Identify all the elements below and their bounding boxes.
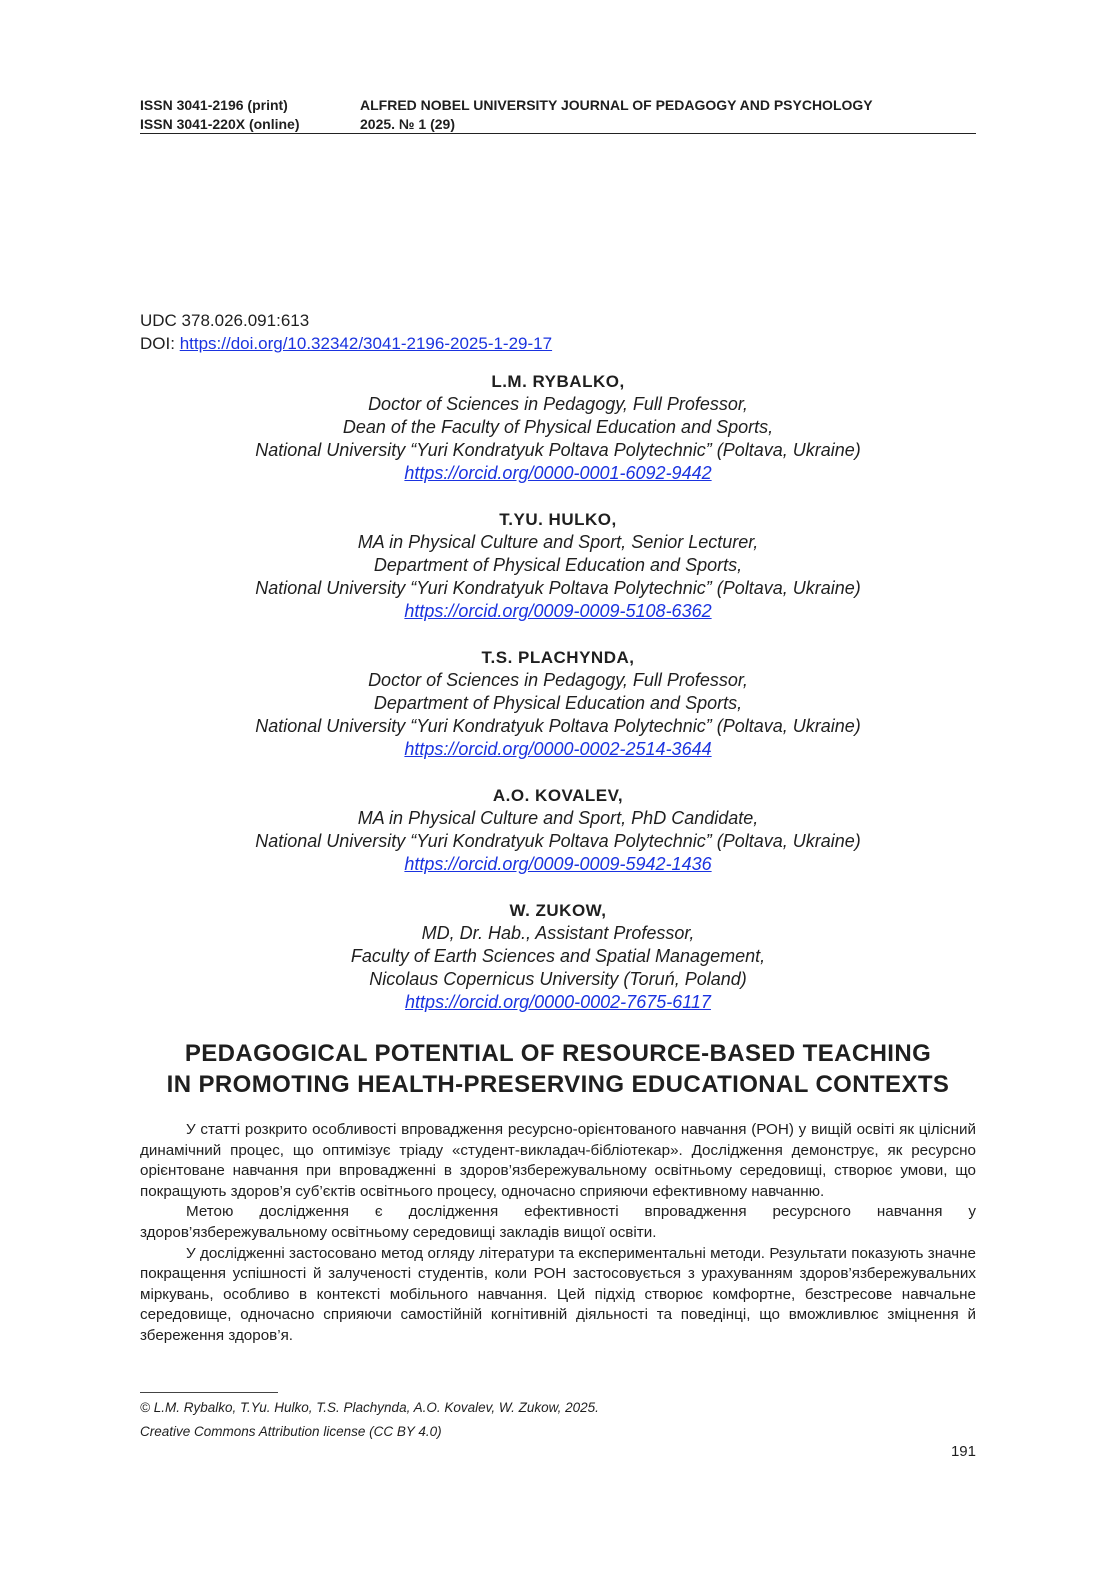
author-block <box>140 784 976 876</box>
orcid-link[interactable]: https://orcid.org/0000-0002-7675-6117 <box>405 992 711 1012</box>
title-line: IN PROMOTING HEALTH-PRESERVING EDUCATIONAL CONTEXTS <box>166 1071 950 1098</box>
author-block <box>140 646 976 761</box>
abstract <box>140 1120 976 1347</box>
author-affiliation: MA in Physical Culture and Sport, PhD Candidate, <box>357 808 759 828</box>
author-affiliation: Nicolaus Copernicus University (Toruń, Poland) <box>369 969 747 989</box>
orcid-link[interactable]: https://orcid.org/0000-0001-6092-9442 <box>404 463 712 483</box>
header-divider <box>140 133 976 134</box>
license-notice: Creative Commons Attribution license (CC BY 4.0) <box>140 1424 442 1439</box>
author-name: L.M. RYBALKO, <box>491 372 625 391</box>
title-line: PEDAGOGICAL POTENTIAL OF RESOURCE-BASED TEACHING <box>184 1040 932 1067</box>
orcid-link[interactable]: https://orcid.org/0009-0009-5942-1436 <box>404 854 712 874</box>
author-affiliation: National University “Yuri Kondratyuk Poltava Polytechnic” (Poltava, Ukraine) <box>255 578 861 598</box>
footnote-divider <box>140 1392 278 1393</box>
author-name: W. ZUKOW, <box>509 901 607 920</box>
author-affiliation: Dean of the Faculty of Physical Education and Sports, <box>342 417 774 437</box>
article-title <box>140 1038 976 1100</box>
orcid-link[interactable]: https://orcid.org/0009-0009-5108-6362 <box>404 601 712 621</box>
abstract-paragraph: У дослідженні застосовано метод огляду літератури та експериментальні методи. Результати показують значне покращення успішності й залученості студентів, коли РОН застосовується з урахуванням здоров’язбережувальних міркувань, особливо в контексті мобільного навчання. Цей підхід створює комфортне, безстресове навчальне середовище, одночасно сприяючи самостійній когнітивній діяльності та поведінці, що вможливлює зміцнення й збереження здоров’я. <box>140 1244 976 1344</box>
journal-title: ALFRED NOBEL UNIVERSITY JOURNAL OF PEDAGOGY AND PSYCHOLOGY <box>360 97 873 113</box>
page-number: 191 <box>950 1443 976 1460</box>
doi-link[interactable]: https://doi.org/10.32342/3041-2196-2025-1-29-17 <box>179 334 553 353</box>
doi-label: DOI: <box>140 334 175 353</box>
issn-online: ISSN 3041-220X (online) <box>140 116 300 132</box>
author-affiliation: National University “Yuri Kondratyuk Poltava Polytechnic” (Poltava, Ukraine) <box>255 831 861 851</box>
author-affiliation: MD, Dr. Hab., Assistant Professor, <box>421 923 695 943</box>
author-affiliation: Doctor of Sciences in Pedagogy, Full Professor, <box>368 670 748 690</box>
article-meta <box>140 309 552 355</box>
footnote <box>140 1396 599 1444</box>
author-affiliation: National University “Yuri Kondratyuk Poltava Polytechnic” (Poltava, Ukraine) <box>255 440 861 460</box>
page <box>140 0 976 1594</box>
author-name: T.YU. HULKO, <box>499 510 617 529</box>
abstract-paragraph: У статті розкрито особливості впровадження ресурсно-орієнтованого навчання (РОН) у вищій освіті як цілісний динамічний процес, що оптимізує тріаду «студент-викладач-бібліотекар». Дослідження демонструє, як ресурсно орієнтоване навчання при впровадженні в здоров’язбережувальному освітньому середовищі, створює умови, що покращують здоров’я суб’єктів освітнього процесу, одночасно сприяючи ефективному навчанню. <box>140 1121 976 1200</box>
orcid-link[interactable]: https://orcid.org/0000-0002-2514-3644 <box>404 739 712 759</box>
author-block <box>140 508 976 623</box>
author-affiliation: Department of Physical Education and Sports, <box>373 693 743 713</box>
author-affiliation: MA in Physical Culture and Sport, Senior Lecturer, <box>357 532 759 552</box>
journal-issue: 2025. № 1 (29) <box>360 116 455 132</box>
author-affiliation: National University “Yuri Kondratyuk Poltava Polytechnic” (Poltava, Ukraine) <box>255 716 861 736</box>
author-affiliation: Department of Physical Education and Sports, <box>373 555 743 575</box>
author-name: T.S. PLACHYNDA, <box>481 648 635 667</box>
issn-print: ISSN 3041-2196 (print) <box>140 97 288 113</box>
author-name: A.O. KOVALEV, <box>492 786 624 805</box>
copyright-notice: © L.M. Rybalko, T.Yu. Hulko, T.S. Plachynda, A.O. Kovalev, W. Zukow, 2025. <box>140 1400 599 1415</box>
author-block <box>140 899 976 1014</box>
doi-line <box>140 332 552 355</box>
udc-code: UDC 378.026.091:613 <box>140 311 310 330</box>
author-list <box>140 370 976 1037</box>
author-block <box>140 370 976 485</box>
author-affiliation: Doctor of Sciences in Pedagogy, Full Professor, <box>368 394 748 414</box>
abstract-paragraph: Метою дослідження є дослідження ефективності впровадження ресурсного навчання у здоров’язбережувальному освітньому середовищі закладів вищої освіти. <box>140 1203 976 1241</box>
author-affiliation: Faculty of Earth Sciences and Spatial Management, <box>350 946 766 966</box>
